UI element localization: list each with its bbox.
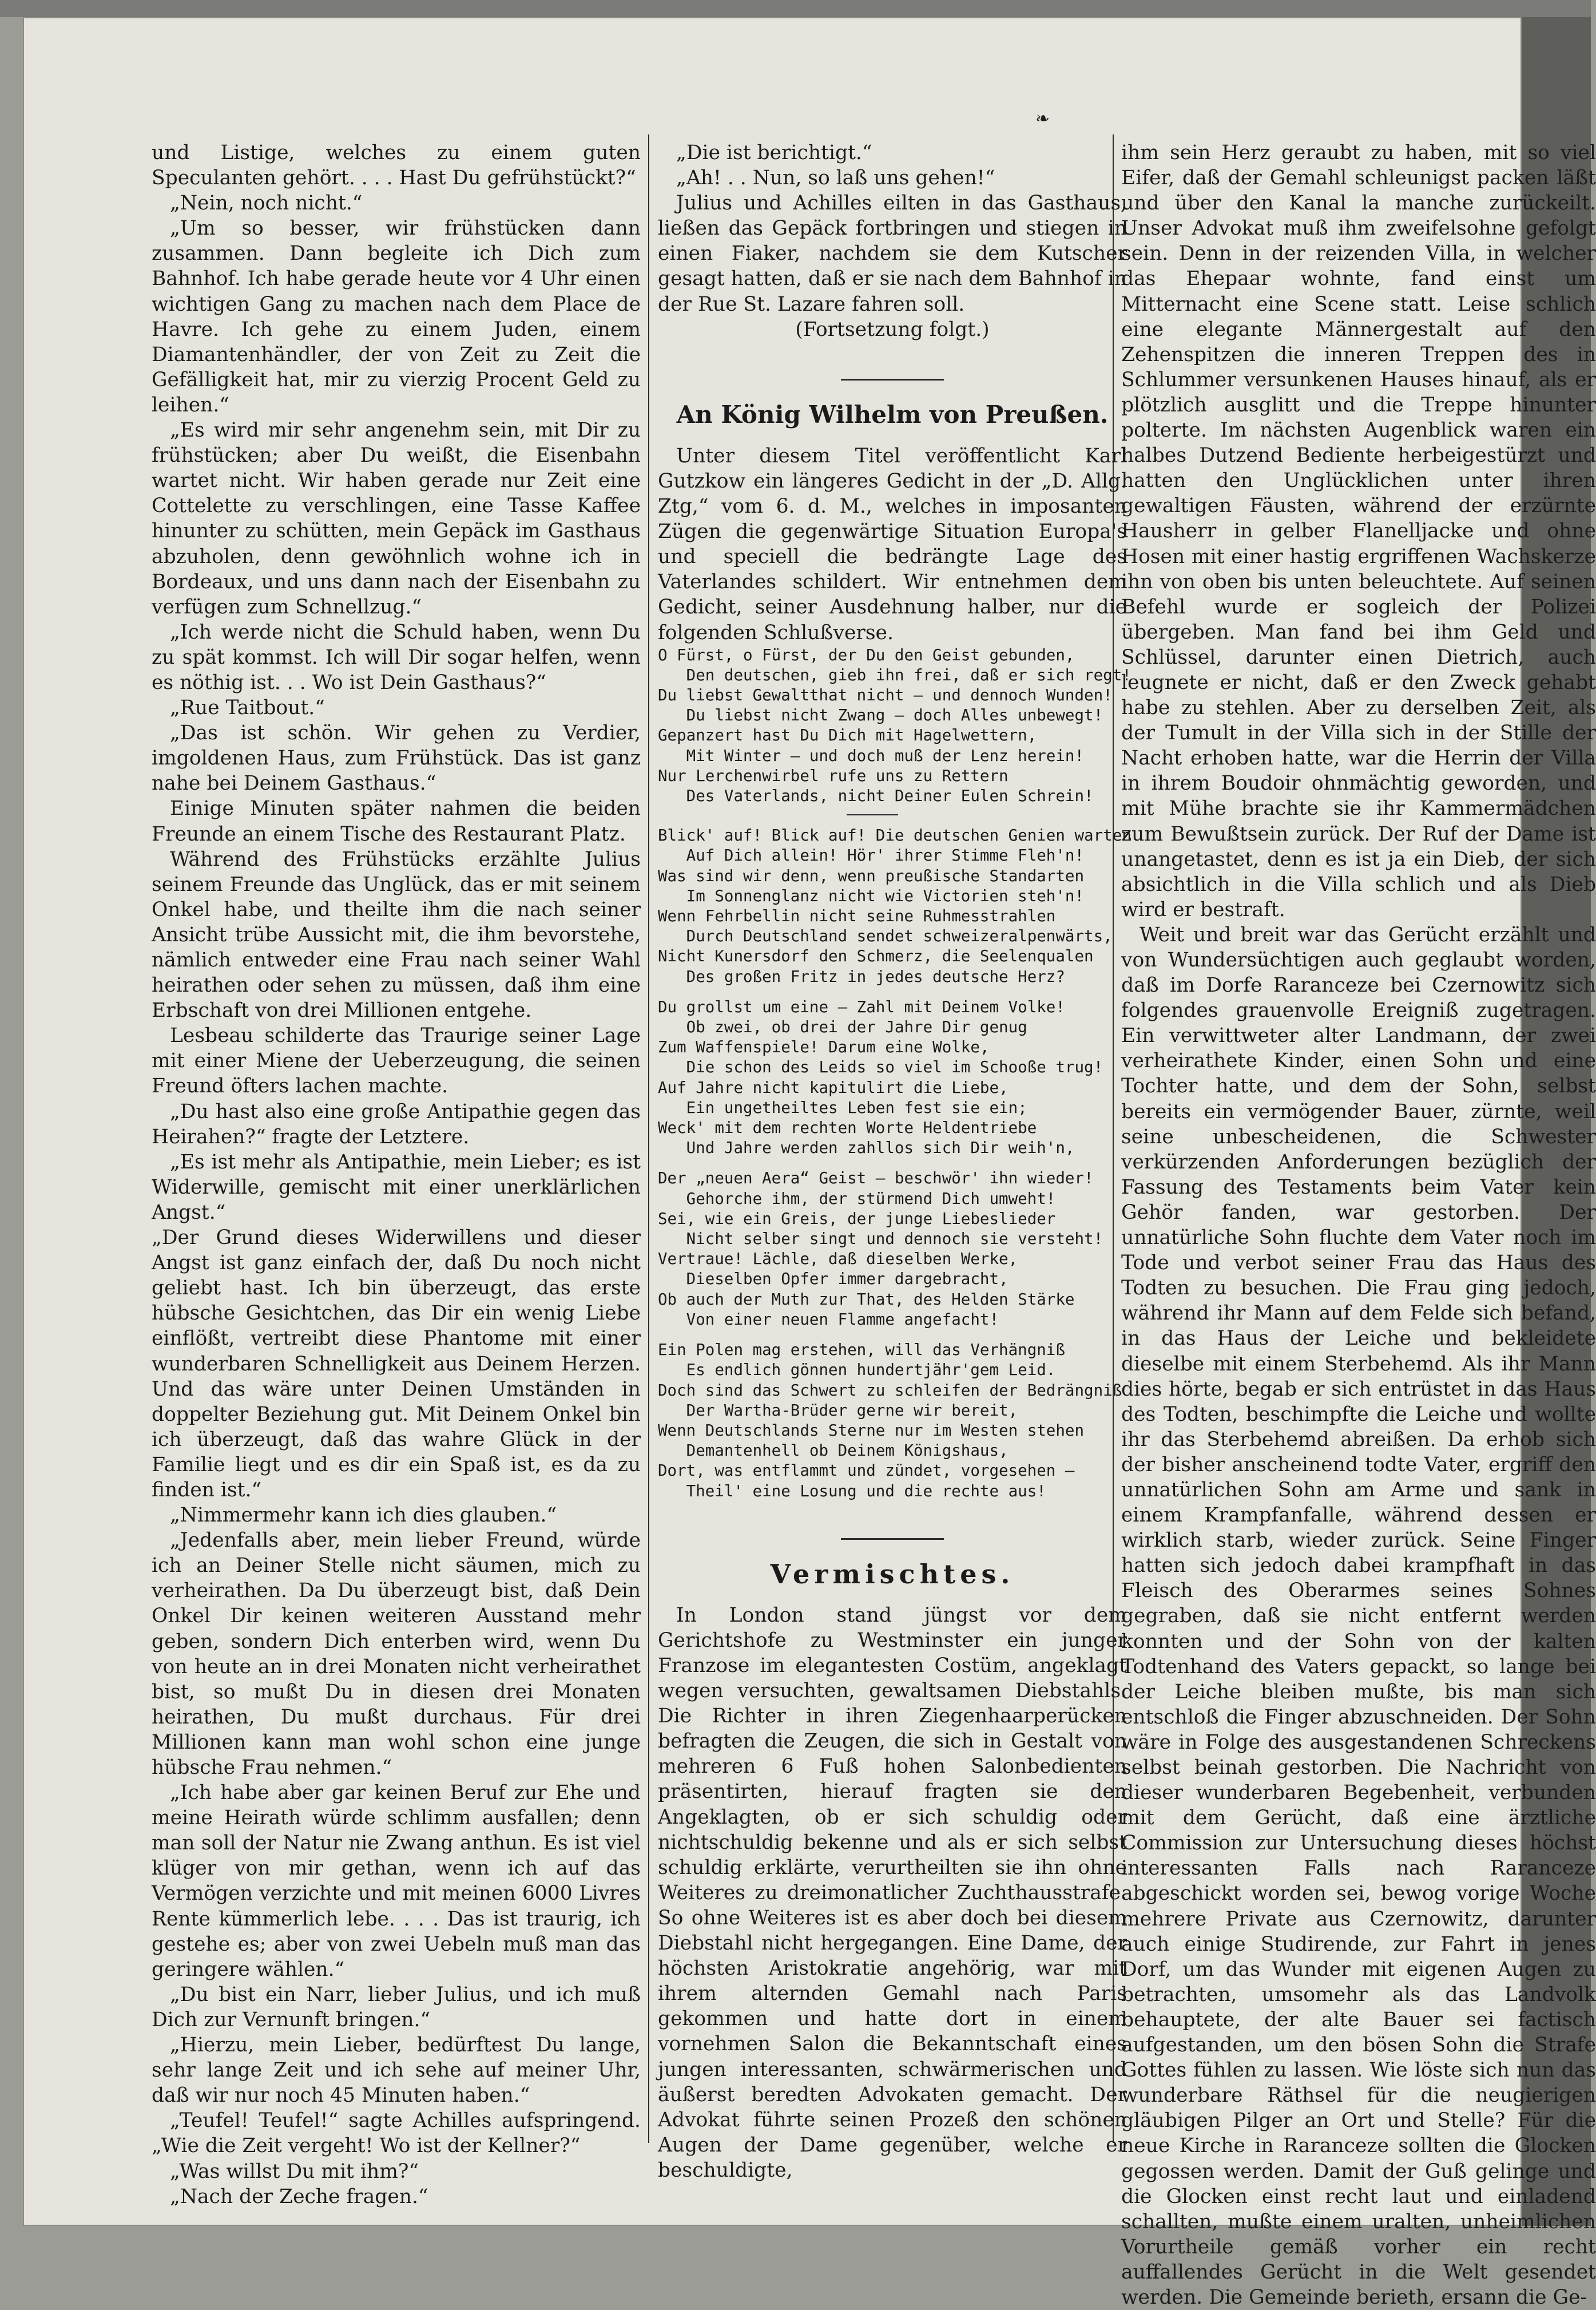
column-left bbox=[152, 140, 641, 2209]
poem-line: Es endlich gönnen hundertjähr'gem Leid. bbox=[658, 1361, 1056, 1380]
section-separator bbox=[841, 379, 944, 381]
poem-line: Ob zwei, ob drei der Jahre Dir genug bbox=[658, 1018, 1027, 1037]
left-column-paragraph: „Du bist ein Narr, lieber Julius, und ich muß Dich zur Vernunft bringen.“ bbox=[152, 1983, 641, 2031]
poem-line: Den deutschen, gieb ihn frei, daß er sich regt! bbox=[658, 665, 1132, 684]
story-continuation bbox=[658, 140, 1127, 317]
stanza-divider bbox=[847, 814, 898, 815]
poem-line: Dieselben Opfer immer dargebracht, bbox=[658, 1270, 1009, 1289]
poem-line: Ein ungetheiltes Leben fest sie ein; bbox=[658, 1098, 1027, 1117]
poem-line: Sei, wie ein Greis, der junge Liebeslieder bbox=[658, 1209, 1056, 1228]
poem-heading: An König Wilhelm von Preußen. bbox=[676, 400, 1109, 429]
poem-line: Von einer neuen Flamme angefacht! bbox=[658, 1310, 999, 1329]
left-column-paragraph: „Um so besser, wir frühstücken dann zusammen. Dann begleite ich Dich zum Bahnhof. Ich habe gerade heute vor 4 Uhr einen wichtigen Gang zu machen nach dem Place de Havre. Ich gehe zu einem Juden, einem Diamantenhändler, der von Zeit zu Zeit die Gefälligkeit hat, mir zu vierzig Procent Geld zu leihen.“ bbox=[152, 217, 641, 417]
poem-line: Der Wartha-Brüder gerne wir bereit, bbox=[658, 1401, 1018, 1420]
poem-line: Was sind wir denn, wenn preußische Standarten bbox=[658, 866, 1085, 885]
scan-top-border bbox=[0, 0, 1591, 17]
poem-line: Ein Polen mag erstehen, will das Verhängniß bbox=[658, 1341, 1065, 1360]
story-paragraph: „Ah! . . Nun, so laß uns gehen!“ bbox=[676, 167, 995, 190]
poem-line: Blick' auf! Blick auf! Die deutschen Genien warten bbox=[658, 826, 1132, 845]
poem-line: Demantenhell ob Deinem Königshaus, bbox=[658, 1441, 1009, 1460]
poem-line: Gepanzert hast Du Dich mit Hagelwettern, bbox=[658, 726, 1037, 745]
poem-line: Zum Waffenspiele! Darum eine Wolke, bbox=[658, 1038, 990, 1057]
section-separator bbox=[841, 1538, 944, 1540]
left-column-paragraph: „Ich werde nicht die Schuld haben, wenn Du zu spät kommst. Ich will Dir sogar helfen, wenn es nöthig ist. . . Wo ist Dein Gasthaus?“ bbox=[152, 620, 641, 694]
left-column-paragraph: „Nach der Zeche fragen.“ bbox=[170, 2185, 428, 2208]
right-column-paragraph: Weit und breit war das Gerücht erzählt und von Wundersüchtigen auch geglaubt worden, daß im Dorfe Raranceze bei Czernowitz sich folgendes grauenvolle Ereigniß zugetragen. Ein verwittweter alter Landmann, der zwei verheirathete Kinder, einen Sohn und eine Tochter hatte, und dem der Sohn, selbst bereits ein vermögender Bauer, zürnte, weil seine unbescheidenen, die Schwester verkürzenden Anforderungen bezüglich der Fassung des Testaments beim Vater kein Gehör fanden, war gestorben. Der unnatürliche Sohn fluchte dem Vater noch im Tode und verbot seiner Frau das Haus des Todten zu besuchen. Die Frau ging jedoch, während ihr Mann auf dem Felde sich befand, in das Haus der Leiche und bekleidete dieselbe mit einem Sterbehemd. Als ihr Mann dies hörte, begab er sich entrüstet in das Haus des Todten, beschimpfte die Leiche und wollte ihr das Sterbehemd abreißen. Da erhob sich der bisher anscheinend todte Vater, ergriff den unnatürlichen Sohn am Arme und sank in einem Krampfanfalle, während dessen er wirklich starb, wieder zurück. Seine Finger hatten sich jedoch dabei krampfhaft in das Fleisch des Oberarmes seines Sohnes gegraben, daß sie nicht entfernt werden konnten und der Sohn von der kalten Todtenhand des Vaters gepackt, so lange bei der Leiche bleiben mußte, bis man sich entschloß die Finger abzuschneiden. Der Sohn wäre in Folge des ausgestandenen Schreckens selbst beinah gestorben. Die Nachricht von dieser wunderbaren Begebenheit, verbunden mit dem Gerücht, daß eine ärztliche Commission zur Untersuchung dieses höchst interessanten Falls nach Raranceze abgeschickt worden sei, bewog vorige Woche mehrere Private aus Czernowitz, darunter auch einige Studirende, zur Fahrt in jenes Dorf, um das Wunder mit eigenen Augen zu betrachten, umsomehr als das Landvolk behauptete, der alte Bauer sei factisch aufgestanden, um den bösen Sohn die Strafe Gottes fühlen zu lassen. Wie löste sich nun das wunderbare Räthsel für die neugierigen gläubigen Pilger an Ort und Stelle? Für die neue Kirche in Raranceze sollten die Glocken gegossen werden. Damit der Guß gelinge und die Glocken einst recht laut und einladend schallten, mußte einem uralten, unheimlichen Vorurtheile gemäß vorher ein recht auffallendes Gerücht in die Welt gesendet werden. Die Gemeinde berieth, ersann die Ge- bbox=[1121, 923, 1596, 2309]
column-right bbox=[1121, 140, 1596, 2310]
poem-line: Vertraue! Lächle, daß dieselben Werke, bbox=[658, 1250, 1018, 1269]
left-column-paragraph: „Das ist schön. Wir gehen zu Verdier, imgoldenen Haus, zum Frühstück. Das ist ganz nahe bei Deinem Gasthaus.“ bbox=[152, 722, 641, 795]
left-column-paragraph: „Nein, noch nicht.“ bbox=[170, 192, 363, 215]
poem-line: Gehorche ihm, der stürmend Dich umweht! bbox=[658, 1189, 1056, 1208]
left-column-paragraph: „Der Grund dieses Widerwillens und dieser Angst ist ganz einfach der, daß Du noch nicht geliebt hast. Ich bin überzeugt, das erste hübsche Gesichtchen, das Dir ein wenig Liebe einflößt, vertreibt diese Phantome mit einer wunderbaren Schnelligkeit aus Deinem Herzen. Und das wäre unter Deinen Umständen in doppelter Beziehung gut. Mit Deinem Onkel bin ich überzeugt, daß das wahre Glück in der Familie liegt und es dir ein Spaß ist, es da zu finden ist.“ bbox=[152, 1226, 641, 1501]
poem-line: Wenn Fehrbellin nicht seine Ruhmesstrahlen bbox=[658, 907, 1056, 926]
poem-line: O Fürst, o Fürst, der Du den Geist gebunden, bbox=[658, 645, 1075, 664]
poem-line: Des Vaterlands, nicht Deiner Eulen Schrein! bbox=[658, 787, 1094, 806]
miscellany-article-london: In London stand jüngst vor dem Gerichtshofe zu Westminster ein junger Franzose im elegantesten Costüm, angeklagt wegen versuchten, gewaltsamen Diebstahls. Die Richter in ihren Ziegenhaarperücken befragten die Zeugen, die sich in Gestalt von mehreren 6 Fuß hohen Salonbedienten präsentirten, hierauf fragten sie den Angeklagten, ob er sich schuldig oder nichtschuldig bekenne und als er sich selbst schuldig erklärte, verurtheilten sie ihn ohne Weiteres zu dreimonatlicher Zuchthausstrafe. So ohne Weiteres ist es aber doch bei diesem Diebstahl nicht hergegangen. Eine Dame, der höchsten Aristokratie angehörig, war mit ihrem alternden Gemahl nach Paris gekommen und hatte dort in einem vornehmen Salon die Bekanntschaft eines jungen interessanten, schwärmerischen und äußerst beredten Advokaten gemacht. Der Advokat führte seinen Prozeß den schönen Augen der Dame gegenüber, welche er beschuldigte, bbox=[658, 1603, 1127, 2182]
left-column-paragraph: Während des Frühstücks erzählte Julius seinem Freunde das Unglück, das er mit seinem Onkel habe, und theilte ihm die nach seiner Ansicht trübe Aussicht mit, die ihm bevorstehe, nämlich entweder eine Frau nach seiner Wahl heirathen oder sehen zu müssen, daß ihm eine Erbschaft von drei Millionen entgehe. bbox=[152, 847, 641, 1023]
poem-line: Nicht Kunersdorf den Schmerz, die Seelenqualen bbox=[658, 947, 1094, 966]
left-column-paragraph: Lesbeau schilderte das Traurige seiner Lage mit einer Miene der Ueberzeugung, die seinen Freund öfters lachen machte. bbox=[152, 1024, 641, 1098]
poem-line: Auf Jahre nicht kapitulirt die Liebe, bbox=[658, 1078, 1009, 1097]
continued-note: (Fortsetzung folgt.) bbox=[795, 318, 990, 341]
left-column-paragraph: „Du hast also eine große Antipathie gegen das Heirahen?“ fragte der Letztere. bbox=[152, 1100, 641, 1148]
poem-line: Theil' eine Losung und die rechte aus! bbox=[658, 1481, 1046, 1500]
poem-line: Des großen Fritz in jedes deutsche Herz? bbox=[658, 967, 1065, 986]
poem-line: Weck' mit dem rechten Worte Heldentriebe bbox=[658, 1119, 1037, 1138]
poem-line: Du liebst Gewaltthat nicht — und dennoch Wunden! bbox=[658, 686, 1113, 704]
left-column-paragraph: Einige Minuten später nahmen die beiden Freunde an einem Tische des Restaurant Platz. bbox=[152, 797, 641, 846]
story-paragraph: „Die ist berichtigt.“ bbox=[676, 141, 872, 164]
poem-line: Doch sind das Schwert zu schleifen der Bedrängniß bbox=[658, 1381, 1122, 1400]
poem-line: Du grollst um eine — Zahl mit Deinem Volke! bbox=[658, 997, 1065, 1016]
left-column-paragraph: und Listige, welches zu einem guten Speculanten gehört. . . . Hast Du gefrühstückt?“ bbox=[152, 141, 641, 190]
poem-line: Du liebst nicht Zwang — doch Alles unbewegt! bbox=[658, 706, 1103, 725]
poem-line: Wenn Deutschlands Sterne nur im Westen stehen bbox=[658, 1421, 1085, 1440]
poem-line: Im Sonnenglanz nicht wie Victorien steh'n! bbox=[658, 886, 1085, 905]
column-rule-left bbox=[648, 134, 649, 2143]
left-column-paragraph: „Jedenfalls aber, mein lieber Freund, würde ich an Deiner Stelle nicht säumen, mich zu verheirathen. Da Du überzeugt bist, daß Dein Onkel Dir keinen weiteren Ausstand mehr geben, sondern Dich enterben wird, wenn Du von heute an in drei Monaten nicht verheirathet bist, so mußt Du in diesen drei Monaten heirathen, Du mußt durchaus. Für drei Millionen kann man wohl schon eine junge hübsche Frau nehmen.“ bbox=[152, 1529, 641, 1779]
poem-line: Durch Deutschland sendet schweizeralpenwärts, bbox=[658, 927, 1113, 946]
poem-line: Auf Dich allein! Hör' ihrer Stimme Fleh'n! bbox=[658, 846, 1085, 865]
left-column-paragraph: „Hierzu, mein Lieber, bedürftest Du lange, sehr lange Zeit und ich sehe auf meiner Uhr, daß wir nur noch 45 Minuten haben.“ bbox=[152, 2034, 641, 2107]
poem-line: Der „neuen Aera“ Geist — beschwör' ihn wieder! bbox=[658, 1169, 1094, 1188]
left-column-paragraph: „Ich habe aber gar keinen Beruf zur Ehe und meine Heirath würde schlimm ausfallen; denn man soll der Natur nie Zwang anthun. Es ist viel klüger von mir gethan, wenn ich auf das Vermögen verzichte und mit meinen 6000 Livres Rente kümmerlich lebe. . . . Das ist traurig, ich gestehe es; aber von zwei Uebeln muß man das geringere wählen.“ bbox=[152, 1781, 641, 1981]
miscellany-heading: Vermischtes. bbox=[770, 1558, 1015, 1590]
left-column-paragraph: „Was willst Du mit ihm?“ bbox=[170, 2160, 419, 2183]
left-column-paragraph: „Es wird mir sehr angenehm sein, mit Dir zu frühstücken; aber Du weißt, die Eisenbahn wartet nicht. Wir haben gerade nur Zeit eine Cottelette zu verschlingen, eine Tasse Kaffee hinunter zu schütten, mein Gepäck im Gasthaus abzuholen, denn gewöhnlich wohne ich in Bordeaux, und uns dann nach der Eisenbahn zu verfügen zum Schnellzug.“ bbox=[152, 419, 641, 619]
poem-line: Nicht selber singt und dennoch sie versteht! bbox=[658, 1230, 1103, 1249]
poem-line: Die schon des Leids so viel im Schooße trug! bbox=[658, 1058, 1103, 1077]
left-column-paragraph: „Rue Taitbout.“ bbox=[170, 696, 325, 720]
story-paragraph: Julius und Achilles eilten in das Gasthaus, ließen das Gepäck fortbringen und stiegen in einen Fiaker, nachdem sie dem Kutscher gesagt hatten, daß er sie nach dem Bahnhof in der Rue St. Lazare fahren soll. bbox=[658, 192, 1127, 316]
poem bbox=[658, 645, 1132, 1501]
poem-line: Mit Winter — und doch muß der Lenz herein! bbox=[658, 746, 1085, 765]
column-middle bbox=[658, 140, 1132, 2183]
poem-line: Ob auch der Muth zur That, des Helden Stärke bbox=[658, 1290, 1075, 1309]
poem-introduction: Unter diesem Titel veröffentlicht Karl Gutzkow ein längeres Gedicht in der „D. Allg. Ztg,“ vom 6. d. M., welches in imposanten Zügen die gegenwärtige Situation Europa's und speciell die bedrängte Lage des Vaterlandes schildert. Wir entnehmen dem Gedicht, seiner Ausdehnung halber, nur die folgenden Schlußverse. bbox=[658, 444, 1127, 644]
left-column-paragraph: „Nimmermehr kann ich dies glauben.“ bbox=[170, 1504, 557, 1527]
poem-line: Und Jahre werden zahllos sich Dir weih'n, bbox=[658, 1139, 1075, 1158]
left-column-paragraph: „Es ist mehr als Antipathie, mein Lieber; es ist Widerwille, gemischt mit einer unerklärlichen Angst.“ bbox=[152, 1150, 641, 1224]
right-column-paragraph: ihm sein Herz geraubt zu haben, mit so viel Eifer, daß der Gemahl schleunigst packen läßt und über den Kanal la manche zurückeilt. Unser Advokat muß ihm zweifelsohne gefolgt sein. Denn in der reizenden Villa, in welcher das Ehepaar wohnte, fand einst um Mitternacht eine Scene statt. Leise schlich eine elegante Männergestalt auf den Zehenspitzen die inneren Treppen des in Schlummer versunkenen Hauses hinauf, als er plötzlich ausglitt und die Treppe hinunter polterte. Im nächsten Augenblick waren ein halbes Dutzend Bediente herbeigestürzt und hatten den Unglücklichen unter ihren gewaltigen Fäusten, während der erzürnte Hausherr in gelber Flanelljacke und ohne Hosen mit einer hastig ergriffenen Wachskerze ihn von oben bis unten beleuchtete. Auf seinen Befehl wurde er sogleich der Polizei übergeben. Man fand bei ihm Geld und Schlüssel, darunter einen Dietrich, auch leugnete er nicht, daß er den Zweck gehabt habe zu stehlen. Aber zu derselben Zeit, als der Tumult in der Villa sich in der Stille der Nacht erhoben hatte, war die Herrin der Villa in ihrem Boudoir ohnmächtig geworden, und mit Mühe brachte sie ihr Kammermädchen zum Bewußtsein zurück. Der Ruf der Dame ist unangetastet, denn es ist ja ein Dieb, der sich absichtlich in die Villa schlich und als Dieb wird er bestraft. bbox=[1121, 141, 1596, 921]
newspaper-page bbox=[23, 17, 1596, 2309]
poem-line: Nur Lerchenwirbel rufe uns zu Rettern bbox=[658, 766, 1009, 785]
poem-line: Dort, was entflammt und zündet, vorgesehen — bbox=[658, 1461, 1075, 1480]
left-column-paragraph: „Teufel! Teufel!“ sagte Achilles aufspringend. „Wie die Zeit vergeht! Wo ist der Kellner?“ bbox=[152, 2109, 641, 2158]
folio-ornament: ❧ bbox=[1035, 109, 1050, 129]
